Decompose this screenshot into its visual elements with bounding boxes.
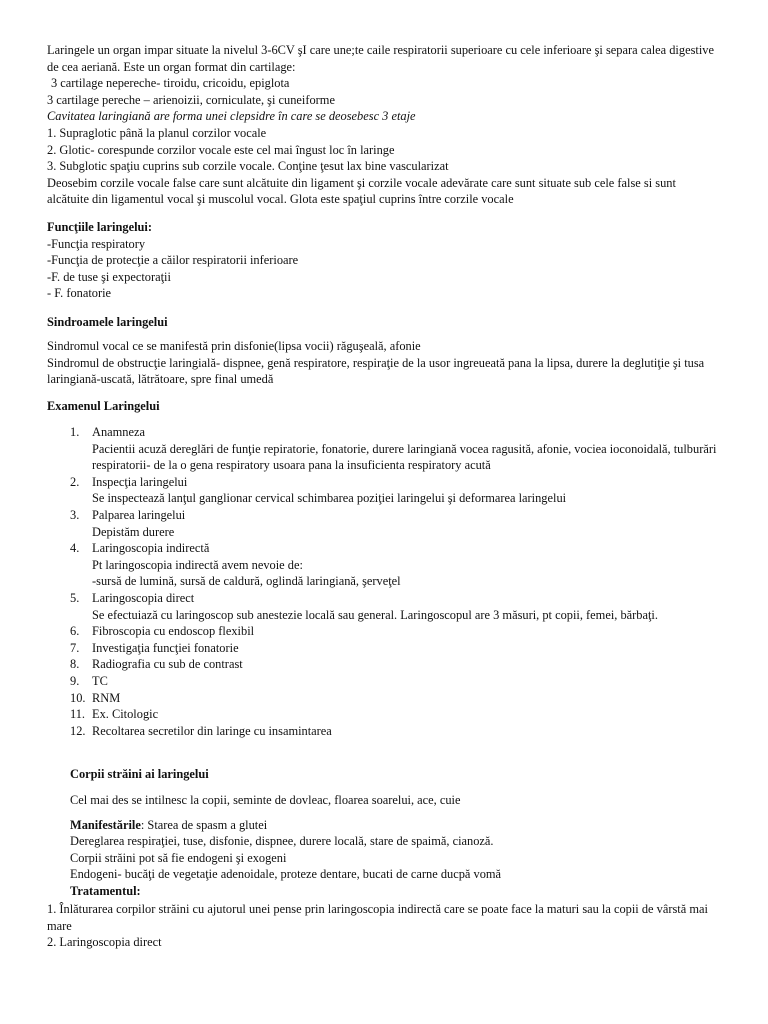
- intro-line-cartilage-nepereche: 3 cartilage nepereche- tiroidu, cricoidu, epiglota: [51, 76, 290, 91]
- functii-heading: Funcţiile laringelui:: [47, 220, 152, 234]
- manifestari-text: : Starea de spasm a glutei: [140, 817, 268, 832]
- corpi-line: Corpii străini pot să fie endogeni şi exogeni: [70, 850, 287, 865]
- list-number: 6.: [70, 624, 80, 639]
- list-item: [70, 474, 720, 507]
- list-number: 7.: [70, 640, 80, 655]
- list-item-label: RNM: [92, 690, 121, 705]
- list-item-label: Recoltarea secretilor din laringe cu insamintarea: [92, 723, 332, 738]
- list-item: [70, 723, 720, 740]
- list-item: [70, 690, 720, 707]
- tratament-line: 1. Înlăturarea corpilor străini cu ajutorul unei pense prin laringoscopia indirectă care se poate face la maturi sau la copii de vârstă mai mare: [47, 902, 708, 933]
- list-item-detail: Se efectuiază cu laringoscop sub anestezie locală sau general. Laringoscopul are 3 măsuri, pt copii, femei, bărbaţi.: [92, 607, 658, 622]
- list-item-label: Investigaţia funcţiei fonatorie: [92, 640, 239, 655]
- list-number: 11.: [70, 707, 86, 722]
- list-number: 12.: [70, 723, 86, 738]
- list-item: [70, 590, 720, 623]
- sindrom-obstructie: Sindromul de obstrucţie laringială- dispnee, genă respiratore, respiraţie de la usor ingreueată pana la lipsa, durere la deglutiţie şi tusa laringiană-uscată, lătrătoare, spre final umedă: [47, 355, 705, 387]
- list-number: 2.: [70, 474, 80, 489]
- list-number: 1.: [70, 425, 80, 439]
- list-number: 4.: [70, 541, 80, 556]
- intro-section: [47, 42, 717, 208]
- list-number: 8.: [70, 657, 80, 672]
- examen-list: [70, 424, 720, 739]
- list-item-label: TC: [92, 673, 108, 688]
- intro-line-cavitatea: Cavitatea laringiană are forma unei clepsidre în care se deosebesc 3 etaje: [47, 109, 416, 124]
- list-item: [70, 673, 720, 690]
- list-item-label: Radiografia cu sub de contrast: [92, 657, 243, 672]
- corpi-section: [70, 792, 720, 900]
- intro-line-supraglotic: 1. Supraglotic până la planul corzilor vocale: [47, 125, 267, 140]
- sindroame-section: [47, 338, 717, 388]
- list-item: [70, 623, 720, 640]
- corpi-line: Dereglarea respiraţiei, tuse, disfonie, dispnee, durere locală, stare de spaimă, cianoză.: [70, 834, 494, 849]
- intro-paragraph: Laringele un organ impar situate la nivelul 3-6CV şI care une;te caile respiratorii superioare cu cele inferioare şi separa calea digestive de cea aeriană. Este un organ format din cartilage:: [47, 43, 714, 74]
- tratament-section: [47, 901, 717, 951]
- list-item-label: Inspecţia laringelui: [92, 474, 188, 489]
- list-item: [70, 424, 720, 474]
- list-item-detail: Pt laringoscopia indirectă avem nevoie de:: [92, 557, 303, 572]
- functii-item: -F. de tuse şi expectoraţii: [47, 269, 171, 284]
- list-item: [70, 656, 720, 673]
- list-item-detail: Pacientii acuză dereglări de funţie repiratorie, fonatorie, durere laringiană vocea ragusită, afonie, vociea ioconoidală, tulburări respiratorii- de la o gena respiratory usoara pana la insuficienta respiratory acută: [92, 441, 717, 473]
- list-item: [70, 706, 720, 723]
- list-number: 5.: [70, 590, 80, 605]
- corpi-manifestari-line: [70, 817, 720, 834]
- examen-heading: Examenul Laringelui: [47, 399, 160, 413]
- list-item-label: Laringoscopia direct: [92, 590, 195, 605]
- functii-item: -Funcţia de protecţie a căilor respiratorii inferioare: [47, 253, 299, 268]
- corpi-intro: Cel mai des se intilnesc la copii, seminte de dovleac, floarea soarelui, ace, cuie: [70, 793, 461, 807]
- list-item-label: Fibroscopia cu endoscop flexibil: [92, 624, 255, 639]
- functii-item: -Funcţia respiratory: [47, 236, 146, 251]
- functii-section: [47, 219, 717, 302]
- intro-paragraph-corzi: Deosebim corzile vocale false care sunt alcătuite din ligament şi corzile vocale adevărate care sunt situate sub cele false si sunt alcătuite din ligamentul vocal şi muscolul vocal. Glota este spaţiul cuprins între corzile vocale: [47, 175, 676, 207]
- tratament-line: 2. Laringoscopia direct: [47, 935, 162, 950]
- list-number: 10.: [70, 690, 86, 705]
- functii-item: - F. fonatorie: [47, 286, 112, 301]
- list-number: 9.: [70, 673, 80, 688]
- list-item-label: Anamneza: [92, 425, 145, 439]
- list-item-detail: Depistăm durere: [92, 524, 175, 539]
- list-number: 3.: [70, 507, 80, 522]
- intro-line-glotic: 2. Glotic- corespunde corzilor vocale este cel mai îngust loc în laringe: [47, 142, 395, 157]
- corpi-line: Endogeni- bucăţi de vegetaţie adenoidale, proteze dentare, bucati de carne ducpă vomă: [70, 867, 502, 882]
- list-item-detail: Se inspectează lanţul ganglionar cervical schimbarea poziţiei laringelui şi deformarea laringelui: [92, 491, 567, 506]
- list-item: [70, 640, 720, 657]
- intro-line-subglotic: 3. Subglotic spaţiu cuprins sub corzile vocale. Conţine ţesut lax bine vascularizat: [47, 159, 449, 174]
- sindrom-vocal: Sindromul vocal ce se manifestă prin disfonie(lipsa vocii) răguşeală, afonie: [47, 339, 421, 353]
- list-item-label: Palparea laringelui: [92, 507, 186, 522]
- list-item-label: Laringoscopia indirectă: [92, 541, 210, 556]
- list-item-detail: -sursă de lumină, sursă de caldură, oglindă laringiană, şerveţel: [92, 574, 401, 589]
- list-item: [70, 540, 720, 590]
- sindroame-heading: Sindroamele laringelui: [47, 315, 168, 329]
- list-item: [70, 507, 720, 540]
- intro-line-cartilage-pereche: 3 cartilage pereche – arienoizii, corniculate, şi cuneiforme: [47, 92, 335, 107]
- list-item-label: Ex. Citologic: [92, 707, 159, 722]
- manifestari-label: Manifestările: [70, 817, 141, 832]
- tratament-label: Tratamentul:: [70, 883, 141, 898]
- corpi-heading: Corpii străini ai laringelui: [70, 767, 209, 781]
